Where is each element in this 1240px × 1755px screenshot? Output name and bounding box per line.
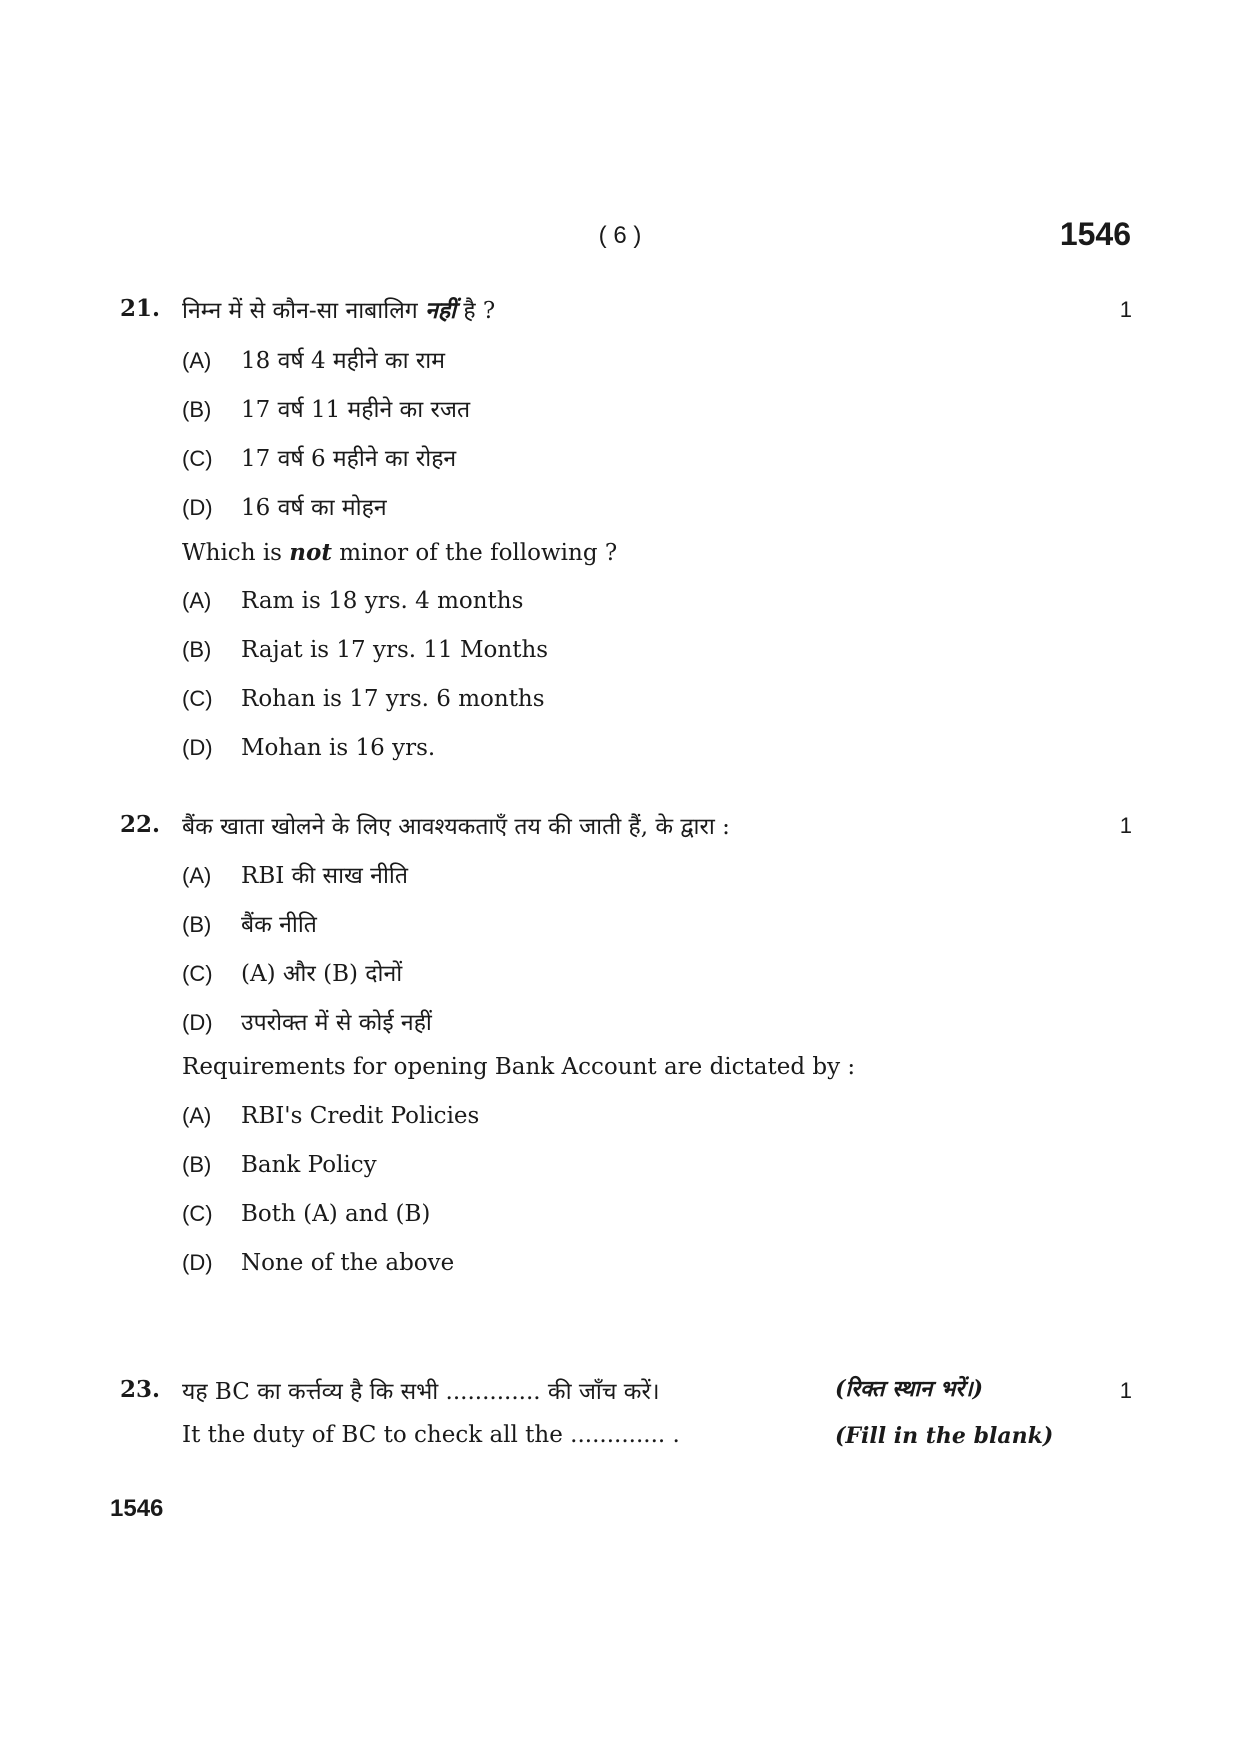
option-text: Both (A) and (B): [241, 1201, 431, 1227]
option-text: 18 वर्ष 4 महीने का राम: [241, 348, 445, 374]
option-text: Rohan is 17 yrs. 6 months: [241, 686, 545, 712]
option-label: (C): [182, 446, 213, 471]
option-label: (C): [182, 1201, 213, 1226]
option-c-hindi: [182, 956, 402, 988]
option-b-hindi: [182, 392, 470, 424]
option-d-hindi: [182, 490, 387, 522]
paper-code-header: 1546: [1059, 216, 1131, 252]
question-number: 22.: [120, 811, 161, 838]
option-text: Rajat is 17 yrs. 11 Months: [241, 637, 549, 663]
question-marks: 1: [1119, 1378, 1132, 1403]
option-label: (B): [182, 1152, 212, 1177]
option-label: (C): [182, 686, 213, 711]
option-text: RBI's Credit Policies: [241, 1103, 480, 1129]
question-text-prefix: निम्न में से कौन-सा नाबालिग: [182, 298, 418, 324]
question-text-english: [182, 539, 617, 566]
question-text-hindi: [182, 293, 495, 325]
question-emphasis: नहीं: [425, 297, 457, 324]
option-text: 16 वर्ष का मोहन: [241, 495, 387, 521]
question-text-hindi: यह BC का कर्त्तव्य है कि सभी ............. की जाँच करें।: [182, 1379, 660, 1405]
option-b-english: [182, 1152, 377, 1178]
question-text-english: It the duty of BC to check all the ............. .: [182, 1422, 680, 1448]
fill-blank-instruction-hindi: (रिक्त स्थान भरें।): [835, 1376, 984, 1402]
option-b-english: [182, 637, 548, 663]
option-label: (D): [182, 1010, 213, 1035]
option-c-english: [182, 686, 545, 712]
option-d-english: [182, 735, 435, 761]
option-text: Bank Policy: [241, 1152, 377, 1178]
question-marks: 1: [1119, 297, 1132, 322]
option-text: Mohan is 16 yrs.: [241, 735, 436, 761]
option-text: 17 वर्ष 11 महीने का रजत: [241, 397, 471, 423]
option-text: उपरोक्त में से कोई नहीं: [241, 1010, 432, 1036]
option-label: (B): [182, 912, 212, 937]
option-label: (D): [182, 1250, 213, 1275]
option-text: बैंक नीति: [241, 912, 317, 938]
option-c-hindi: [182, 441, 456, 473]
option-label: (C): [182, 961, 213, 986]
option-b-hindi: [182, 907, 317, 939]
option-label: (A): [182, 863, 212, 888]
option-c-english: [182, 1201, 430, 1227]
question-text-english: Requirements for opening Bank Account are dictated by :: [182, 1054, 856, 1080]
option-a-hindi: [182, 343, 445, 375]
option-d-hindi: [182, 1005, 432, 1037]
question-emphasis: not: [289, 539, 332, 566]
option-label: (A): [182, 348, 212, 373]
question-text-hindi: बैंक खाता खोलने के लिए आवश्यकताएँ तय की जाती हैं, के द्वारा :: [182, 814, 730, 840]
option-a-english: [182, 588, 523, 614]
option-text: Ram is 18 yrs. 4 months: [241, 588, 524, 614]
option-label: (A): [182, 1103, 212, 1128]
question-text-prefix: Which is: [182, 540, 282, 566]
option-text: RBI की साख नीति: [241, 863, 408, 889]
option-label: (D): [182, 735, 213, 760]
option-text: 17 वर्ष 6 महीने का रोहन: [241, 446, 457, 472]
question-text-suffix: minor of the following ?: [339, 540, 618, 566]
option-label: (D): [182, 495, 213, 520]
option-a-hindi: [182, 858, 408, 890]
option-text: (A) और (B) दोनों: [241, 961, 403, 987]
option-label: (A): [182, 588, 212, 613]
question-text-suffix: है ?: [463, 298, 496, 324]
option-text: None of the above: [241, 1250, 455, 1276]
question-number: 23.: [120, 1376, 161, 1403]
option-label: (B): [182, 397, 212, 422]
option-a-english: [182, 1103, 479, 1129]
paper-code-footer: 1546: [110, 1495, 164, 1522]
page-number: ( 6 ): [598, 222, 642, 249]
fill-blank-instruction-english: (Fill in the blank): [835, 1423, 1054, 1449]
option-label: (B): [182, 637, 212, 662]
option-d-english: [182, 1250, 454, 1276]
question-marks: 1: [1119, 813, 1132, 838]
question-number: 21.: [120, 295, 161, 322]
